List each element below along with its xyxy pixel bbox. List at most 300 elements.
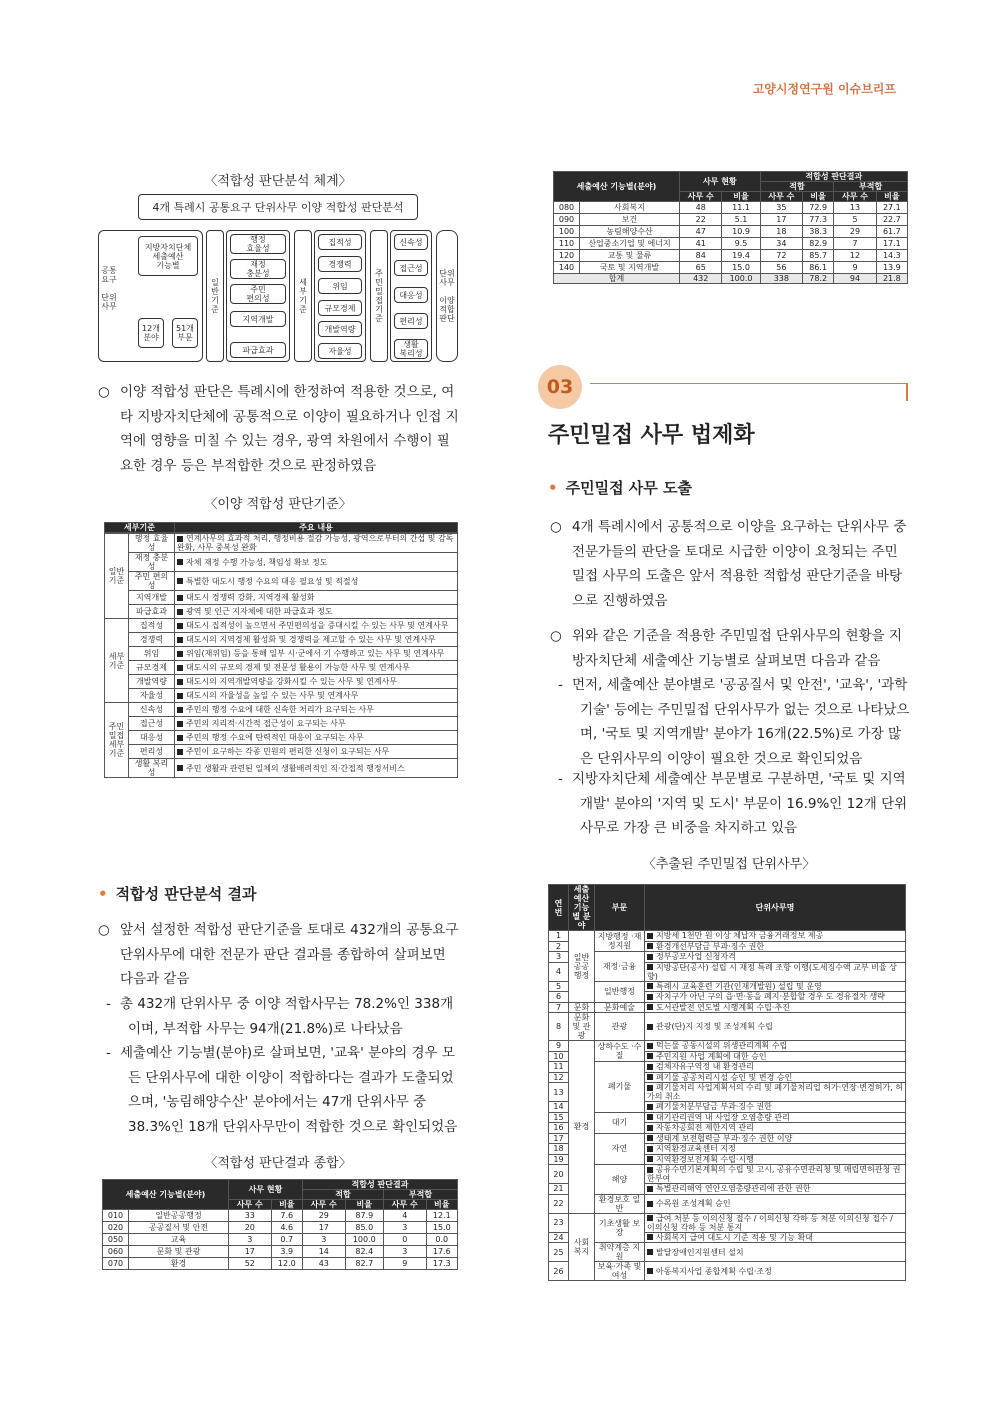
extracted-num: 14 bbox=[549, 1102, 569, 1113]
summary-th: 사무 수 bbox=[760, 192, 802, 202]
diagram-g1-item: 주민 편의성 bbox=[230, 284, 286, 304]
criteria-text-value: 주민의 행정 수요에 대한 신속한 처리가 요구되는 사무 bbox=[186, 705, 374, 714]
diagram-c1b2: 51개 부문 bbox=[172, 318, 198, 348]
summary-cell: 050 bbox=[103, 1234, 129, 1246]
criteria-text-value: 주민 생활과 관련된 일체의 생활배려적인 직·간접적 행정서비스 bbox=[186, 763, 405, 773]
extracted-group: 문화 및 관광 bbox=[569, 1013, 595, 1041]
extracted-part: 폐기물 bbox=[595, 1062, 645, 1113]
summary-cell: 3 bbox=[383, 1246, 426, 1258]
bullet-square-icon bbox=[647, 1125, 653, 1131]
summary-cell: 환경 bbox=[129, 1258, 229, 1270]
bullet-square-icon bbox=[177, 651, 183, 657]
bullet-square-icon bbox=[647, 933, 653, 939]
extracted-text bbox=[645, 1072, 906, 1083]
extracted-text-value: 지방세 1천만 원 이상 체납자 금융거래정보 제공 bbox=[656, 931, 824, 941]
extracted-row bbox=[549, 1112, 906, 1123]
criteria-text-value: 주민의 지리적·시간적 접근성이 요구되는 사무 bbox=[186, 719, 346, 728]
bullet-square-icon bbox=[647, 1167, 653, 1173]
criteria-text bbox=[175, 605, 458, 619]
summary-cell: 120 bbox=[554, 250, 580, 262]
criteria-name: 집적성 bbox=[129, 619, 175, 633]
extracted-num: 15 bbox=[549, 1112, 569, 1123]
extracted-text bbox=[645, 1194, 906, 1213]
diagram-g1-item: 재정 충분성 bbox=[230, 259, 286, 279]
analysis-diagram bbox=[98, 194, 458, 366]
criteria-name: 위임 bbox=[129, 647, 175, 661]
bullet-square-icon bbox=[177, 735, 183, 741]
summary-cell: 78.2 bbox=[803, 274, 834, 284]
criteria-text-value: 특별한 대도시 행정 수요의 대응 필요성 및 적절성 bbox=[186, 576, 359, 586]
criteria-name: 자율성 bbox=[129, 689, 175, 703]
extracted-num: 11 bbox=[549, 1062, 569, 1073]
criteria-name: 파급효과 bbox=[129, 605, 175, 619]
diagram-g3-label: 주 민 밀 접 기 준 bbox=[370, 230, 388, 362]
extracted-text bbox=[645, 962, 906, 981]
summary-cell: 85.7 bbox=[803, 250, 834, 262]
extracted-num: 5 bbox=[549, 981, 569, 992]
extracted-text-value: 자동차공회전 제한지역 관리 bbox=[656, 1123, 754, 1133]
criteria-text-value: 주민의 행정 수요에 탄력적인 대응이 요구되는 사무 bbox=[186, 733, 364, 742]
criteria-text-value: 대도시의 지역경제 활성화 및 경쟁력을 제고할 수 있는 사무 및 연계사무 bbox=[186, 635, 436, 644]
summary-th: 사무 수 bbox=[834, 192, 876, 202]
summary-row bbox=[554, 214, 908, 226]
summary-cell: 33 bbox=[229, 1210, 272, 1222]
bullet-square-icon bbox=[647, 1053, 653, 1059]
criteria-name: 편리성 bbox=[129, 745, 175, 759]
summary-cell: 17.1 bbox=[876, 238, 907, 250]
summary-cell: 15.0 bbox=[722, 262, 760, 274]
right-para-2: ○ 위와 같은 기준을 적용한 주민밀접 단위사무의 현황을 지방자치단체 세출예산 기능별로 살펴보면 다음과 같음 bbox=[550, 628, 902, 669]
extracted-th: 단위사무명 bbox=[645, 885, 906, 931]
summary-cell: 100.0 bbox=[345, 1234, 383, 1246]
criteria-text-value: 대도시의 규모의 경제 및 전문성 활용이 가능한 사무 및 연계사무 bbox=[186, 663, 410, 672]
summary-head-row bbox=[103, 1180, 458, 1190]
criteria-text bbox=[175, 647, 458, 661]
extracted-text bbox=[645, 952, 906, 963]
summary-cell: 22.7 bbox=[876, 214, 907, 226]
extracted-num: 16 bbox=[549, 1123, 569, 1134]
extracted-row bbox=[549, 931, 906, 942]
extracted-text-value: 수목원 조성계획 승인 bbox=[656, 1199, 731, 1208]
extracted-text-value: 주민지원 사업 계획에 대한 승인 bbox=[656, 1051, 767, 1061]
diagram-g1-item: 파급효과 bbox=[230, 342, 286, 358]
extracted-text-value: 특별관리해역 연안오염총량관리에 관한 권한 bbox=[656, 1184, 811, 1194]
bullet-square-icon bbox=[177, 609, 183, 615]
summary-row bbox=[103, 1222, 458, 1234]
extracted-num: 22 bbox=[549, 1194, 569, 1213]
criteria-row bbox=[105, 689, 458, 703]
diagram-caption: 〈적합성 판단분석 체계〉 bbox=[204, 174, 352, 189]
diagram-c1b1: 12개 분야 bbox=[138, 318, 164, 348]
bullet-square-icon bbox=[177, 578, 183, 584]
summary-cell: 100.0 bbox=[722, 274, 760, 284]
left-para-2-text: 앞서 설정한 적합성 판단기준을 토대로 432개의 공통요구 단위사무에 대한 전문가 판단 결과를 종합하여 살펴보면 다음과 같음 bbox=[120, 922, 459, 987]
summary-cell: 12 bbox=[834, 250, 876, 262]
extracted-text bbox=[645, 1062, 906, 1073]
criteria-text bbox=[175, 717, 458, 731]
extracted-text bbox=[645, 1123, 906, 1134]
extracted-text bbox=[645, 1013, 906, 1041]
summary-th: 부적합 bbox=[383, 1190, 457, 1200]
extracted-num: 9 bbox=[549, 1041, 569, 1052]
right-para-2-text: 위와 같은 기준을 적용한 주민밀접 단위사무의 현황을 지방자치단체 세출예산 기능별로 살펴보면 다음과 같음 bbox=[572, 628, 902, 669]
summary-cell: 21.8 bbox=[876, 274, 907, 284]
diagram-top-box: 4개 특례시 공통요구 단위사무 이양 적합성 판단분석 bbox=[138, 194, 418, 220]
bullet-square-icon bbox=[647, 994, 653, 1000]
criteria-text-value: 대도시 경쟁력 강화, 지역경제 활성화 bbox=[186, 593, 315, 602]
criteria-name: 신속성 bbox=[129, 703, 175, 717]
summary-th: 사무 현황 bbox=[680, 172, 761, 192]
summary-cell: 17 bbox=[760, 214, 802, 226]
bullet-square-icon bbox=[647, 1249, 653, 1255]
summary-th: 사무 수 bbox=[680, 192, 722, 202]
bullet-square-icon bbox=[647, 1234, 653, 1240]
extracted-text-value: 관광(단)지 지정 및 조성계획 수립 bbox=[656, 1022, 773, 1031]
summary-th: 적합성 판단결과 bbox=[760, 172, 907, 182]
extracted-num: 13 bbox=[549, 1083, 569, 1102]
summary-cell: 17 bbox=[302, 1222, 345, 1234]
extracted-num: 7 bbox=[549, 1002, 569, 1013]
right-para-2a: - 먼저, 세출예산 분야별로 '공공질서 및 안전', '교육', '과학기술' 등에는 주민밀접 단위사무가 없는 것으로 나타났으며, '국토 및 지역개발' 분야가 16개(22.5%)로 가장 많은 단위사무의 이양이 필요한 것으로 확인되었음 bbox=[558, 677, 910, 767]
left-para-2a-text: 총 432개 단위사무 중 이양 적합사무는 78.2%인 338개이며, 부적합 사무는 94개(21.8%)로 나타났음 bbox=[120, 996, 454, 1037]
criteria-row bbox=[105, 647, 458, 661]
criteria-row bbox=[105, 534, 458, 553]
diagram-g2-item: 위임 bbox=[318, 278, 362, 294]
bullet-square-icon bbox=[177, 637, 183, 643]
extracted-text bbox=[645, 1144, 906, 1155]
criteria-name: 재정 충분성 bbox=[129, 553, 175, 572]
summary-cell: 38.3 bbox=[803, 226, 834, 238]
summary-cell: 5 bbox=[834, 214, 876, 226]
criteria-row bbox=[105, 591, 458, 605]
criteria-group: 일반기준 bbox=[105, 534, 129, 619]
diagram-g3-item: 편리성 bbox=[394, 313, 428, 329]
bullet-square-icon bbox=[647, 1186, 653, 1192]
extracted-text-value: 발달장애인지원센터 설치 bbox=[656, 1247, 744, 1257]
extracted-text-value: 공유수면기본계획의 수립 및 고시, 공유수면관리청 및 매립면허관청 권한부여 bbox=[647, 1165, 901, 1183]
right-para-1: ○ 4개 특례시에서 공통적으로 이양을 요구하는 단위사무 중 전문가들의 판단을 토대로 시급한 이양이 요청되는 주민밀접 사무의 도출은 앞서 적용한 적합성 판단기준을 바탕으로 진행하였음 bbox=[550, 519, 907, 609]
extracted-text bbox=[645, 981, 906, 992]
criteria-text bbox=[175, 591, 458, 605]
summary-cell: 0.0 bbox=[426, 1234, 457, 1246]
criteria-caption: 〈이양 적합성 판단기준〉 bbox=[204, 497, 352, 512]
summary-th: 적합성 판단결과 bbox=[302, 1180, 457, 1190]
criteria-text-value: 대도시의 지역개발역량을 강화시킬 수 있는 사무 및 연계사무 bbox=[186, 677, 397, 686]
summary-cell: 12.1 bbox=[426, 1210, 457, 1222]
extracted-text-value: 아동복지사업 종합계획 수립·조정 bbox=[656, 1266, 772, 1276]
summary-th: 비율 bbox=[876, 192, 907, 202]
extracted-text bbox=[645, 1184, 906, 1195]
criteria-row bbox=[105, 675, 458, 689]
summary-row bbox=[554, 250, 908, 262]
summary-cell: 22 bbox=[680, 214, 722, 226]
summary-cell: 3 bbox=[302, 1234, 345, 1246]
summary-cell: 27.1 bbox=[876, 202, 907, 214]
extracted-text-value: 특례시 교육훈련 기관(인재개발원) 설립 및 운영 bbox=[656, 981, 822, 991]
summary-cell: 사회복지 bbox=[580, 202, 680, 214]
summary-cell: 0 bbox=[383, 1234, 426, 1246]
extracted-row bbox=[549, 1165, 906, 1184]
summary-row bbox=[103, 1246, 458, 1258]
summary-cell: 3.9 bbox=[271, 1246, 302, 1258]
criteria-text-value: 연계사무의 효과적 처리, 행정비용 절감 가능성, 광역으로부터의 간섭 및 감독 완화, 사무 중복성 완화 bbox=[177, 534, 454, 552]
criteria-text bbox=[175, 534, 458, 553]
summary-cell: 3 bbox=[229, 1234, 272, 1246]
extracted-th: 연번 bbox=[549, 885, 569, 931]
summary-cell: 34 bbox=[760, 238, 802, 250]
section-title: 주민밀접 사무 법제화 bbox=[548, 423, 755, 448]
extracted-part: 기초생활 보장 bbox=[595, 1213, 645, 1243]
summary-cell: 0.7 bbox=[271, 1234, 302, 1246]
extracted-text bbox=[645, 1213, 906, 1232]
extracted-row bbox=[549, 1013, 906, 1041]
summary-row bbox=[554, 262, 908, 274]
summary-cell: 공공질서 및 안전 bbox=[129, 1222, 229, 1234]
bullet-square-icon bbox=[177, 559, 183, 565]
extracted-text bbox=[645, 992, 906, 1003]
bullet-square-icon bbox=[177, 536, 183, 542]
criteria-name: 규모경제 bbox=[129, 661, 175, 675]
extracted-row bbox=[549, 1262, 906, 1281]
summary-table-a bbox=[102, 1179, 458, 1270]
bullet-square-icon bbox=[647, 1215, 653, 1221]
extracted-text bbox=[645, 1041, 906, 1052]
summary-cell: 090 bbox=[554, 214, 580, 226]
extracted-text-value: 생태계 보전협력금 부과·징수 권한 이양 bbox=[656, 1133, 793, 1143]
right-para-2b-text: 지방자치단체 세출예산 부문별로 구분하면, '국토 및 지역개발' 분야의 '지역 및 도시' 부문이 16.9%인 12개 단위사무로 가장 큰 비중을 차지하고 있음 bbox=[572, 771, 908, 836]
summary-th: 세출예산 기능별(분야) bbox=[554, 172, 680, 202]
bullet-square-icon bbox=[647, 1024, 653, 1030]
diagram-left-label: 공통 요구 단위 사무 bbox=[101, 266, 117, 311]
bullet-square-icon bbox=[647, 1074, 653, 1080]
criteria-row bbox=[105, 745, 458, 759]
right-para-1-text: 4개 특례시에서 공통적으로 이양을 요구하는 단위사무 중 전문가들의 판단을 토대로 시급한 이양이 요청되는 주민밀접 사무의 도출은 앞서 적용한 적합성 판단기준을 바탕으로 진행하였음 bbox=[572, 519, 907, 609]
bullet-square-icon bbox=[647, 954, 653, 960]
criteria-table bbox=[104, 522, 458, 778]
bullet-square-icon bbox=[647, 1004, 653, 1010]
criteria-text bbox=[175, 661, 458, 675]
section-divider bbox=[590, 383, 908, 384]
extracted-text-value: 폐기물처분부담금 부과·징수 권한 bbox=[656, 1102, 772, 1112]
criteria-row bbox=[105, 633, 458, 647]
extracted-num: 23 bbox=[549, 1213, 569, 1232]
criteria-text-value: 대도시의 자율성을 높일 수 있는 사무 및 연계사무 bbox=[186, 691, 359, 700]
diagram-g2-item: 규모경제 bbox=[318, 300, 362, 316]
diagram-g2-item: 경쟁력 bbox=[318, 256, 362, 272]
right-para-2a-text: 먼저, 세출예산 분야별로 '공공질서 및 안전', '교육', '과학기술' 등에는 주민밀접 단위사무가 없는 것으로 나타났으며, '국토 및 지역개발' 분야가 16개(22.5%)로 가장 많은 단위사무의 이양이 필요한 것으로 확인되었음 bbox=[572, 677, 910, 767]
bullet-square-icon bbox=[177, 721, 183, 727]
criteria-text-value: 대도시 집적성이 높으면서 주민편의성을 증대시킬 수 있는 사무 및 연계사무 bbox=[186, 621, 449, 630]
summary-cell: 010 bbox=[103, 1210, 129, 1222]
summary-cell: 060 bbox=[103, 1246, 129, 1258]
summary-cell: 13 bbox=[834, 202, 876, 214]
summary-th: 적합 bbox=[302, 1190, 383, 1200]
summary-cell: 14.3 bbox=[876, 250, 907, 262]
summary-cell: 140 bbox=[554, 262, 580, 274]
bullet-square-icon bbox=[647, 1104, 653, 1110]
criteria-row bbox=[105, 703, 458, 717]
bullet-square-icon bbox=[647, 1085, 653, 1091]
diagram-g3-item: 생활 복리성 bbox=[394, 339, 428, 359]
summary-cell: 65 bbox=[680, 262, 722, 274]
section-number: 03 bbox=[538, 365, 582, 409]
summary-cell: 61.7 bbox=[876, 226, 907, 238]
summary-th: 사무 수 bbox=[383, 1200, 426, 1210]
summary-cell: 9 bbox=[383, 1258, 426, 1270]
extracted-text bbox=[645, 1102, 906, 1113]
summary-cell: 20 bbox=[229, 1222, 272, 1234]
summary-cell: 11.1 bbox=[722, 202, 760, 214]
extracted-row bbox=[549, 1062, 906, 1073]
extracted-text-value: 대기관리권역 내 사업장 오염총량 관리 bbox=[656, 1112, 790, 1122]
summary-cell: 4 bbox=[383, 1210, 426, 1222]
summary-th: 적합 bbox=[760, 182, 834, 192]
summary-cell: 070 bbox=[103, 1258, 129, 1270]
extracted-text-value: 환경개선부담금 부과·징수 권한 bbox=[656, 941, 765, 951]
summary-th: 비율 bbox=[426, 1200, 457, 1210]
extracted-part: 해양 bbox=[595, 1165, 645, 1195]
extracted-part: 문화예술 bbox=[595, 1002, 645, 1013]
summary-cell: 10.9 bbox=[722, 226, 760, 238]
extracted-head-row bbox=[549, 885, 906, 931]
extracted-num: 26 bbox=[549, 1262, 569, 1281]
header-title: 고양시정연구원 이슈브리프 bbox=[752, 82, 896, 96]
bullet-square-icon bbox=[177, 665, 183, 671]
criteria-text bbox=[175, 675, 458, 689]
criteria-row bbox=[105, 553, 458, 572]
criteria-row bbox=[105, 572, 458, 591]
extracted-text bbox=[645, 1133, 906, 1144]
extracted-text bbox=[645, 1232, 906, 1243]
bullet-square-icon bbox=[647, 1201, 653, 1207]
summary-cell: 19.4 bbox=[722, 250, 760, 262]
criteria-name: 접근성 bbox=[129, 717, 175, 731]
summary-cell: 72.9 bbox=[803, 202, 834, 214]
summary-cell: 84 bbox=[680, 250, 722, 262]
criteria-group: 세부기준 bbox=[105, 619, 129, 703]
bullet-square-icon bbox=[177, 707, 183, 713]
extracted-text bbox=[645, 1243, 906, 1262]
criteria-text bbox=[175, 745, 458, 759]
summary-cell: 일반공공행정 bbox=[129, 1210, 229, 1222]
extracted-part: 지방행정 ·재정지원 bbox=[595, 931, 645, 952]
criteria-name: 지역개발 bbox=[129, 591, 175, 605]
bullet-square-icon bbox=[647, 1043, 653, 1049]
extracted-text-value: 도서관발전 연도별 시행계획 수립·추진 bbox=[656, 1002, 790, 1012]
summary-cell: 교육 bbox=[129, 1234, 229, 1246]
summary-cell: 77.3 bbox=[803, 214, 834, 226]
criteria-row bbox=[105, 605, 458, 619]
summary-th: 세출예산 기능별(분야) bbox=[103, 1180, 229, 1210]
summary-head-row bbox=[554, 172, 908, 182]
right-bullet: • 주민밀접 사무 도출 bbox=[548, 479, 692, 497]
extracted-text bbox=[645, 1165, 906, 1184]
criteria-th: 주요 내용 bbox=[175, 523, 458, 533]
extracted-table bbox=[548, 884, 906, 1281]
criteria-row bbox=[105, 717, 458, 731]
extracted-th: 부문 bbox=[595, 885, 645, 931]
summary-cell: 82.9 bbox=[803, 238, 834, 250]
extracted-text-value: 지역환경교육센터 지정 bbox=[656, 1144, 736, 1154]
summary-cell: 7.6 bbox=[271, 1210, 302, 1222]
extracted-num: 1 bbox=[549, 931, 569, 942]
extracted-part: 일반행정 bbox=[595, 981, 645, 1002]
summary-cell: 47 bbox=[680, 226, 722, 238]
extracted-text bbox=[645, 1083, 906, 1102]
bullet-square-icon bbox=[647, 943, 653, 949]
summary-cell: 13.9 bbox=[876, 262, 907, 274]
diagram-g1-item: 지역개발 bbox=[230, 311, 286, 327]
summary-cell: 72 bbox=[760, 250, 802, 262]
extracted-group: 일반 공공 행정 bbox=[569, 931, 595, 1003]
diagram-g3-item: 신속성 bbox=[394, 234, 428, 250]
summary-cell: 080 bbox=[554, 202, 580, 214]
extracted-th: 세출예산 기능별 분야 bbox=[569, 885, 595, 931]
diagram-g2-item: 자율성 bbox=[318, 343, 362, 359]
left-para-1: ○ 이양 적합성 판단은 특례시에 한정하여 적용한 것으로, 여타 지방자치단체에 공통적으로 이양이 필요하거나 인접 지역에 영향을 미칠 수 있는 경우, 광역 차원에서 수행이 필요한 경우 등은 부적합한 것으로 판정하였음 bbox=[98, 384, 459, 474]
summary-cell: 338 bbox=[760, 274, 802, 284]
criteria-text-value: 주민이 요구하는 각종 민원의 편리한 신청이 요구되는 사무 bbox=[186, 747, 390, 756]
bullet-square-icon bbox=[177, 693, 183, 699]
extracted-text-value: 지역환경보전계획 수립·시행 bbox=[656, 1154, 754, 1164]
right-bullet-text: 주민밀접 사무 도출 bbox=[565, 479, 692, 497]
summary-cell: 합계 bbox=[554, 274, 680, 284]
summary-cell: 4.6 bbox=[271, 1222, 302, 1234]
right-para-2b: - 지방자치단체 세출예산 부문별로 구분하면, '국토 및 지역개발' 분야의 '지역 및 도시' 부문이 16.9%인 12개 단위사무로 가장 큰 비중을 차지하고 있음 bbox=[558, 771, 908, 836]
criteria-text bbox=[175, 731, 458, 745]
extracted-text bbox=[645, 1112, 906, 1123]
criteria-row bbox=[105, 759, 458, 778]
summary-th: 비율 bbox=[345, 1200, 383, 1210]
bullet-square-icon bbox=[177, 749, 183, 755]
extracted-part: 취약계층 지원 bbox=[595, 1243, 645, 1262]
left-para-2b-text: 세출예산 기능별(분야)로 살펴보면, '교육' 분야의 경우 모든 단위사무에 대한 이양이 적합하다는 결과가 도출되었으며, '농림해양수산' 분야에서는 47개 단위사무 중 38.3%인 18개 단위사무만이 적합한 것으로 확인되었음 bbox=[120, 1045, 458, 1135]
extracted-text-value: 정부공모사업 신청자격 bbox=[656, 952, 736, 962]
summary-cell: 29 bbox=[834, 226, 876, 238]
bullet-square-icon bbox=[647, 983, 653, 989]
summary-cell: 48 bbox=[680, 202, 722, 214]
diagram-c1: 지방자치단체 세출예산 기능별 bbox=[138, 236, 198, 276]
criteria-name: 생활 복리성 bbox=[129, 759, 175, 778]
summary-row bbox=[554, 226, 908, 238]
bullet-square-icon bbox=[177, 679, 183, 685]
extracted-part: 상하수도 ·수질 bbox=[595, 1041, 645, 1062]
criteria-name: 행정 효율성 bbox=[129, 534, 175, 553]
bullet-square-icon bbox=[177, 595, 183, 601]
extracted-num: 24 bbox=[549, 1232, 569, 1243]
extracted-num: 20 bbox=[549, 1165, 569, 1184]
extracted-group: 사회 복지 bbox=[569, 1213, 595, 1281]
extracted-row bbox=[549, 1194, 906, 1213]
extracted-part: 관광 bbox=[595, 1013, 645, 1041]
summary-cell: 41 bbox=[680, 238, 722, 250]
extracted-text-value: 지방공단(공사) 설립 시 재정 특례 조항 이행(도세징수액 교부 비율 상향) bbox=[647, 962, 897, 981]
bullet-square-icon bbox=[647, 1064, 653, 1070]
summary-row bbox=[103, 1234, 458, 1246]
summary-row bbox=[554, 202, 908, 214]
extracted-text bbox=[645, 1051, 906, 1062]
extracted-num: 2 bbox=[549, 941, 569, 952]
summary-cell: 농림해양수산 bbox=[580, 226, 680, 238]
extracted-text bbox=[645, 1154, 906, 1165]
bullet-square-icon bbox=[647, 1135, 653, 1141]
diagram-right-box: 단위 사무 이양 적합 판단 bbox=[436, 230, 458, 362]
summary-cell: 52 bbox=[229, 1258, 272, 1270]
extracted-text-value: 사회복지 급여 대도시 기준 적용 및 기능 확대 bbox=[656, 1232, 813, 1242]
summary-row bbox=[103, 1210, 458, 1222]
diagram-g3-item: 접근성 bbox=[394, 260, 428, 276]
summary-cell: 국토 및 지역개발 bbox=[580, 262, 680, 274]
